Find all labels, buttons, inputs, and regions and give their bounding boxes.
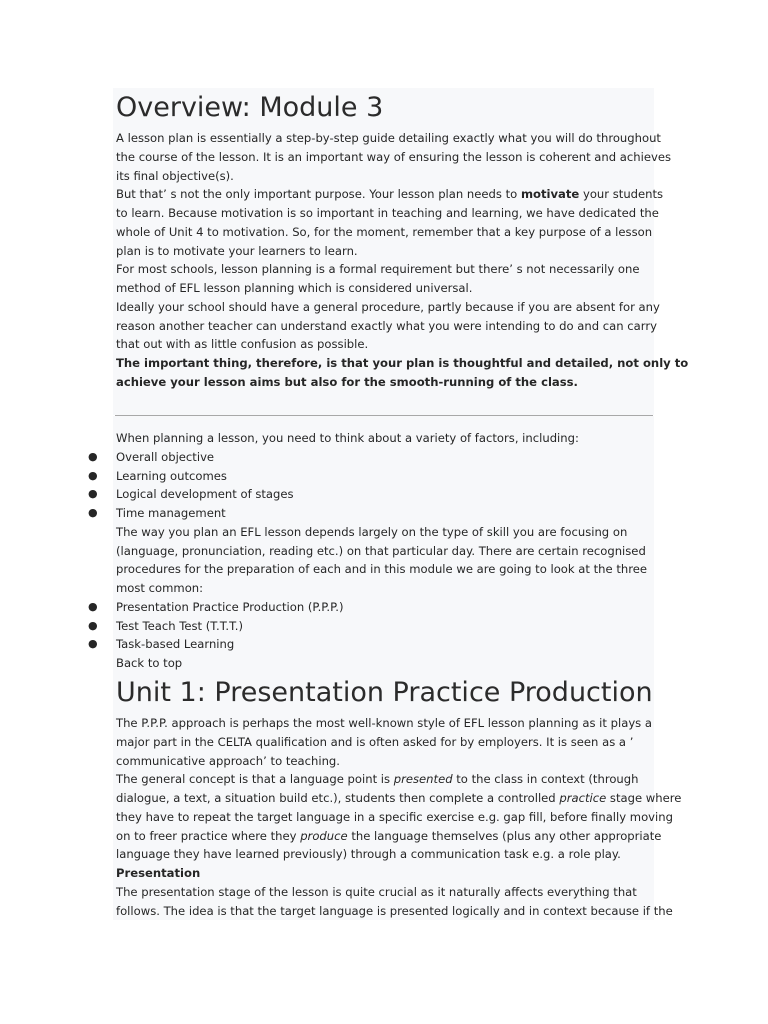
text-span: to the class in context (through: [452, 772, 639, 786]
unit1-line: The presentation stage of the lesson is quite crucial as it naturally affects everything that: [116, 885, 637, 899]
overview-line: reason another teacher can understand exactly what you were intending to do and can carry: [116, 319, 657, 333]
overview-line: plan is to motivate your learners to learn.: [116, 244, 358, 258]
factors-paragraph-line: (language, pronunciation, reading etc.) on that particular day. There are certain recognised: [116, 544, 646, 558]
method-item: Presentation Practice Production (P.P.P.): [116, 600, 344, 614]
overview-title: Overview: Module 3: [116, 92, 384, 123]
factors-paragraph-line: procedures for the preparation of each and in this module we are going to look at the three: [116, 562, 648, 576]
presented-emphasis: presented: [393, 772, 453, 786]
text-span: dialogue, a text, a situation build etc.), students then complete a controlled: [116, 791, 560, 805]
factors-paragraph-line: most common:: [116, 581, 204, 595]
bullet-icon: ●: [88, 600, 98, 613]
practice-emphasis: practice: [559, 791, 607, 805]
overview-line: method of EFL lesson planning which is considered universal.: [116, 281, 473, 295]
bullet-icon: ●: [88, 619, 98, 632]
factor-item: Logical development of stages: [116, 487, 294, 501]
factor-item: Learning outcomes: [116, 469, 227, 483]
factors-paragraph-line: The way you plan an EFL lesson depends largely on the type of skill you are focusing on: [116, 525, 628, 539]
overview-line: A lesson plan is essentially a step-by-step guide detailing exactly what you will do throughout: [116, 131, 661, 145]
back-to-top-link[interactable]: [116, 654, 182, 673]
overview-line: Ideally your school should have a general procedure, partly because if you are absent for any: [116, 300, 660, 314]
overview-bold-line: The important thing, therefore, is that your plan is thoughtful and detailed, not only to: [116, 356, 689, 370]
overview-line: For most schools, lesson planning is a formal requirement but there’ s not necessarily one: [116, 262, 640, 276]
presentation-subheading: Presentation: [116, 866, 201, 880]
text-span: stage where: [606, 791, 682, 805]
text-span: The general concept is that a language point is: [116, 772, 394, 786]
factor-item: Time management: [116, 506, 226, 520]
method-item: Test Teach Test (T.T.T.): [116, 619, 244, 633]
unit1-line-produce: [116, 827, 661, 846]
unit1-line: follows. The idea is that the target language is presented logically and in context because if the: [116, 904, 673, 918]
section-divider: [115, 415, 653, 416]
unit1-line-practice: [116, 789, 681, 808]
unit1-line-presented: [116, 770, 638, 789]
bullet-icon: ●: [88, 487, 98, 500]
back-to-top-anchor[interactable]: Back to top: [116, 656, 183, 670]
bullet-icon: ●: [88, 469, 98, 482]
bullet-icon: ●: [88, 637, 98, 650]
overview-line-motivate: [116, 185, 663, 204]
overview-line: whole of Unit 4 to motivation. So, for the moment, remember that a key purpose of a lesson: [116, 225, 653, 239]
unit1-line: they have to repeat the target language in a specific exercise e.g. gap fill, before finally moving: [116, 810, 673, 824]
overview-bold-line: achieve your lesson aims but also for the smooth-running of the class.: [116, 375, 578, 389]
bullet-icon: ●: [88, 450, 98, 463]
motivate-emphasis: motivate: [520, 187, 580, 201]
unit1-line: The P.P.P. approach is perhaps the most well-known style of EFL lesson planning as it plays a: [116, 716, 653, 730]
text-span: But that’ s not the only important purpose. Your lesson plan needs to: [116, 187, 521, 201]
unit1-line: major part in the CELTA qualification and is often asked for by employers. It is seen as a ’: [116, 735, 634, 749]
unit1-line: language they have learned previously) through a communication task e.g. a role play.: [116, 847, 621, 861]
text-span: the language themselves (plus any other appropriate: [347, 829, 662, 843]
text-span: your students: [579, 187, 664, 201]
overview-line: that out with as little confusion as possible.: [116, 337, 369, 351]
text-span: on to freer practice where they: [116, 829, 301, 843]
overview-line: to learn. Because motivation is so important in teaching and learning, we have dedicated the: [116, 206, 659, 220]
unit1-line: communicative approach’ to teaching.: [116, 754, 340, 768]
document-page: [113, 88, 689, 920]
produce-emphasis: produce: [300, 829, 348, 843]
overview-line: the course of the lesson. It is an important way of ensuring the lesson is coherent and achieves: [116, 150, 672, 164]
method-item: Task-based Learning: [116, 637, 235, 651]
bullet-icon: ●: [88, 506, 98, 519]
factors-intro: When planning a lesson, you need to think about a variety of factors, including:: [116, 431, 579, 445]
overview-line: its final objective(s).: [116, 169, 234, 183]
factor-item: Overall objective: [116, 450, 215, 464]
unit1-title: Unit 1: Presentation Practice Production: [116, 677, 653, 708]
